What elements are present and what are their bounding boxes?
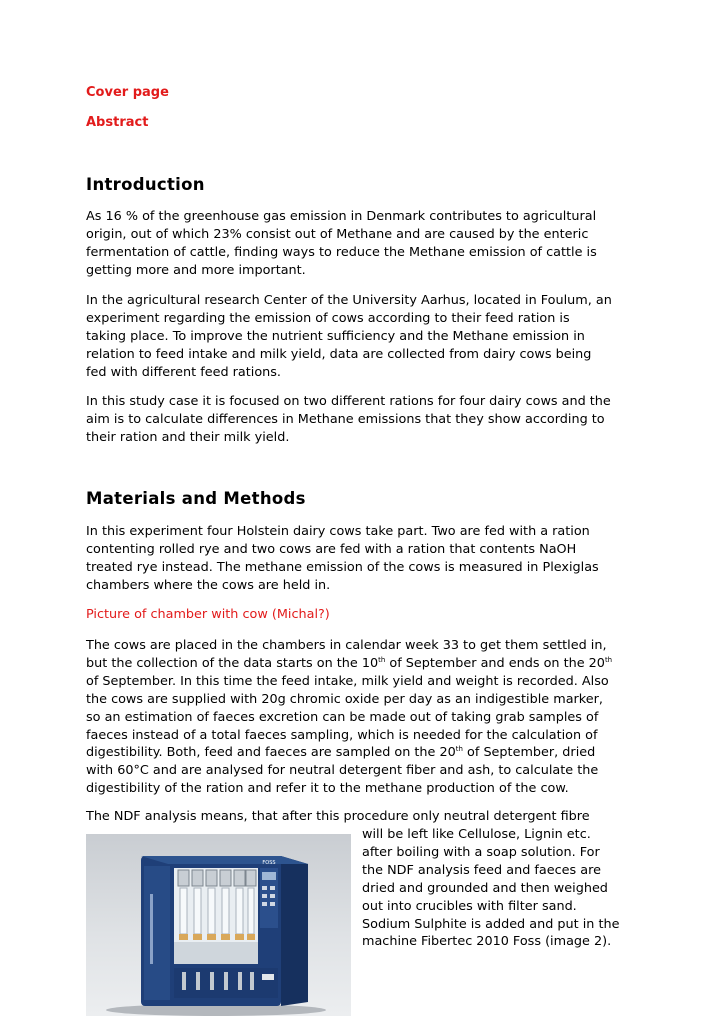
text-line: so an estimation of faeces excretion can be made out of taking grab samples of [86, 709, 599, 725]
column-label-strip [150, 894, 153, 964]
text-line: the cows are supplied with 20g chromic oxide per day as an indigestible marker, [86, 691, 603, 707]
text-line: with 60°C and are analysed for neutral detergent fiber and ash, to calculate the [86, 763, 599, 779]
text-line: of September. In this time the feed intake, milk yield and weight is recorded. Also [86, 673, 609, 689]
abstract-placeholder: Abstract [86, 115, 149, 130]
text-line: contenting rolled rye and two cows are fed with a ration that contents NaOH [86, 541, 577, 557]
methods-paragraph-2 [86, 637, 638, 798]
picture-placeholder-note [86, 606, 638, 624]
ordinal-suffix: th [455, 745, 463, 754]
left-column [144, 866, 170, 1000]
fibertec-machine-image [86, 834, 351, 1016]
text-line: after boiling with a soap solution. For [362, 844, 600, 860]
machine-top [141, 856, 308, 864]
brand-label: FOSS [262, 860, 276, 866]
text-line [86, 655, 638, 673]
text-line: experiment regarding the emission of cows according to their feed ration is [86, 310, 570, 326]
text-fragment: of September and ends on the 20 [385, 655, 605, 671]
text-line: Sodium Sulphite is added and put in the [362, 916, 620, 932]
text-line: chambers where the cows are held in. [86, 577, 331, 593]
text-line: out into crucibles with filter sand. [362, 898, 577, 914]
machine-side [281, 856, 308, 1006]
intro-paragraph-1 [86, 208, 638, 280]
lever [262, 974, 274, 980]
text-line: treated rye instead. The methane emission of the cows is measured in Plexiglas [86, 559, 599, 575]
text-line: As 16 % of the greenhouse gas emission in Denmark contributes to agricultural [86, 209, 597, 224]
fibertec-machine-illustration [86, 834, 351, 1016]
text-line: faeces instead of a total faeces sampling, which is needed for the calculation of [86, 727, 598, 743]
text-line: relation to feed intake and milk yield, data are collected from dairy cows being [86, 346, 592, 362]
text-fragment: digestibility. Both, feed and faeces are sampled on the 20 [86, 745, 456, 761]
materials-methods-heading: Materials and Methods [86, 489, 306, 508]
crucible-holder [174, 942, 258, 964]
text-line: In the agricultural research Center of the University Aarhus, located in Foulum, an [86, 293, 612, 308]
methods-paragraph-3-first-line [86, 808, 638, 826]
cover-page-placeholder: Cover page [86, 85, 169, 100]
text-line: the NDF analysis feed and faeces are [362, 862, 601, 878]
methods-paragraph-3-wrapped [362, 826, 642, 951]
text-line: The NDF analysis means, that after this procedure only neutral detergent fibre [86, 809, 590, 824]
text-line: The cows are placed in the chambers in calendar week 33 to get them settled in, [86, 638, 607, 653]
methods-paragraph-1 [86, 523, 638, 595]
text-fragment: of September, dried [462, 745, 596, 761]
text-fragment: but the collection of the data starts on the 10 [86, 655, 379, 671]
ordinal-suffix: th [604, 655, 613, 664]
display-window [262, 872, 276, 880]
text-line: aim is to calculate differences in Methane emissions that they show according to [86, 411, 605, 427]
text-line: In this experiment four Holstein dairy cows take part. Two are fed with a ration [86, 524, 590, 539]
text-line: In this study case it is focused on two different rations for four dairy cows and the [86, 394, 611, 409]
introduction-heading: Introduction [86, 175, 205, 194]
intro-paragraph-3 [86, 393, 638, 447]
text-line: getting more and more important. [86, 262, 306, 278]
text-line: taking place. To improve the nutrient sufficiency and the Methane emission in [86, 328, 585, 344]
intro-paragraph-2 [86, 292, 638, 382]
text-line: digestibility of the ration and refer it to the methane production of the cow. [86, 781, 569, 797]
text-line: fermentation of cattle, finding ways to reduce the Methane emission of cattle is [86, 244, 597, 260]
ordinal-suffix: th [378, 655, 386, 664]
text-line: fed with different feed rations. [86, 364, 281, 380]
text-line: Picture of chamber with cow (Michal?) [86, 607, 330, 622]
text-line: dried and grounded and then weighed [362, 880, 608, 896]
text-line: their ration and their milk yield. [86, 429, 290, 445]
text-line: machine Fibertec 2010 Foss (image 2). [362, 934, 612, 950]
text-line [86, 744, 638, 762]
text-line: origin, out of which 23% consist out of Methane and are caused by the enteric [86, 226, 589, 242]
text-line: will be left like Cellulose, Lignin etc. [362, 827, 591, 842]
